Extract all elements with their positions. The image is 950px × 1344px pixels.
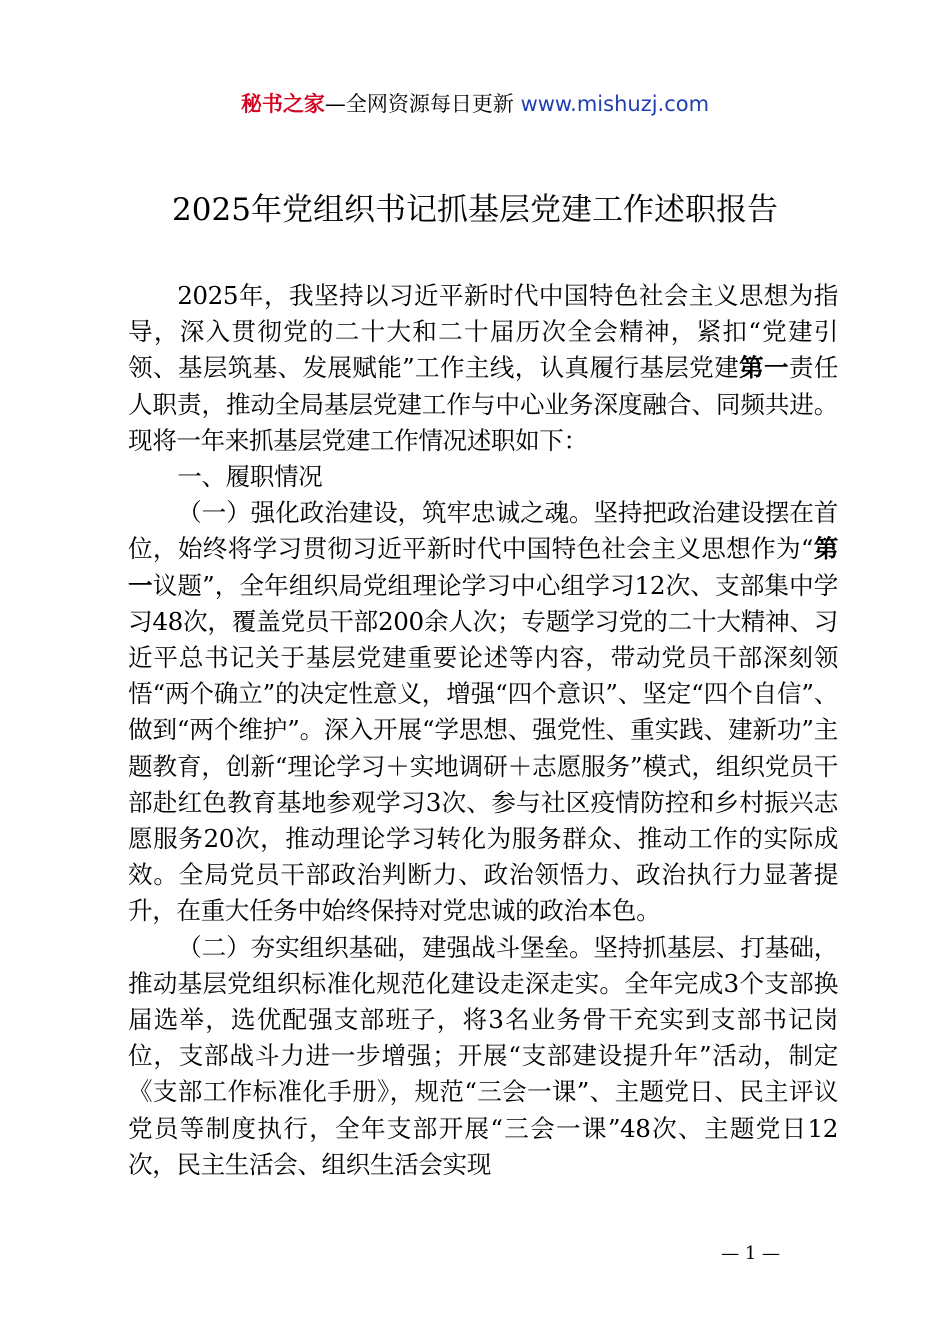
intro-text-1: 2025年，我坚持以习近平新时代中国特色社会主义思想为指导，深入贯彻党的二十大和二十届历次全会精神，紧扣“党建引领、基层筑基、发展赋能”工作主线，认真履行基层党建 <box>128 281 838 383</box>
paragraph-political-building <box>128 495 838 929</box>
site-name: 秘书之家 <box>240 92 325 116</box>
intro-text-2: 责任人职责，推动全局基层党建工作与中心业务深度融合、同频共进。现将一年来抓基层党建工作情况述职如下： <box>128 353 839 455</box>
document-title: 2025年党组织书记抓基层党建工作述职报告 <box>172 192 778 228</box>
page-number <box>0 1240 950 1268</box>
site-tagline: —全网资源每日更新 <box>324 92 521 116</box>
page-number-text: — 1 — <box>721 1243 780 1264</box>
document-body <box>128 278 838 1183</box>
para1-text-1: （一）强化政治建设，筑牢忠诚之魂。坚持把政治建设摆在首位，始终将学习贯彻习近平新时代中国特色社会主义思想作为“ <box>128 498 838 564</box>
section-heading: 一、履职情况 <box>177 462 323 492</box>
paragraph-organization-building: （二）夯实组织基础，建强战斗堡垒。坚持抓基层、打基础，推动基层党组织标准化规范化建设走深走实。全年完成3个支部换届选举，选优配强支部班子，将3名业务骨干充实到支部书记岗位，支部战斗力进一步增强；开展“支部建设提升年”活动，制定《支部工作标准化手册》，规范“三会一课”、主题党日、民主评议党员等制度执行，全年支部开展“三会一课”48次、主题党日12次，民主生活会、组织生活会实现 <box>128 932 838 1179</box>
para1-bold-text: 第一 <box>128 534 838 600</box>
site-header <box>0 88 950 120</box>
intro-paragraph <box>128 278 838 459</box>
site-url-link[interactable]: www.mishuzj.com <box>520 92 710 116</box>
intro-bold-text: 第一 <box>739 353 789 383</box>
para1-text-2: 议题”，全年组织局党组理论学习中心组学习12次、支部集中学习48次，覆盖党员干部200余人次；专题学习党的二十大精神、习近平总书记关于基层党建重要论述等内容，带动党员干部深刻领悟“两个确立”的决定性意义，增强“四个意识”、坚定“四个自信”、做到“两个维护”。深入开展“学思想、强党性、重实践、建新功”主题教育，创新“理论学习＋实地调研＋志愿服务”模式，组织党员干部赴红色教育基地参观学习3次、参与社区疫情防控和乡村振兴志愿服务20次，推动理论学习转化为服务群众、推动工作的实际成效。全局党员干部政治判断力、政治领悟力、政治执行力显著提升，在重大任务中始终保持对党忠诚的政治本色。 <box>128 570 838 926</box>
